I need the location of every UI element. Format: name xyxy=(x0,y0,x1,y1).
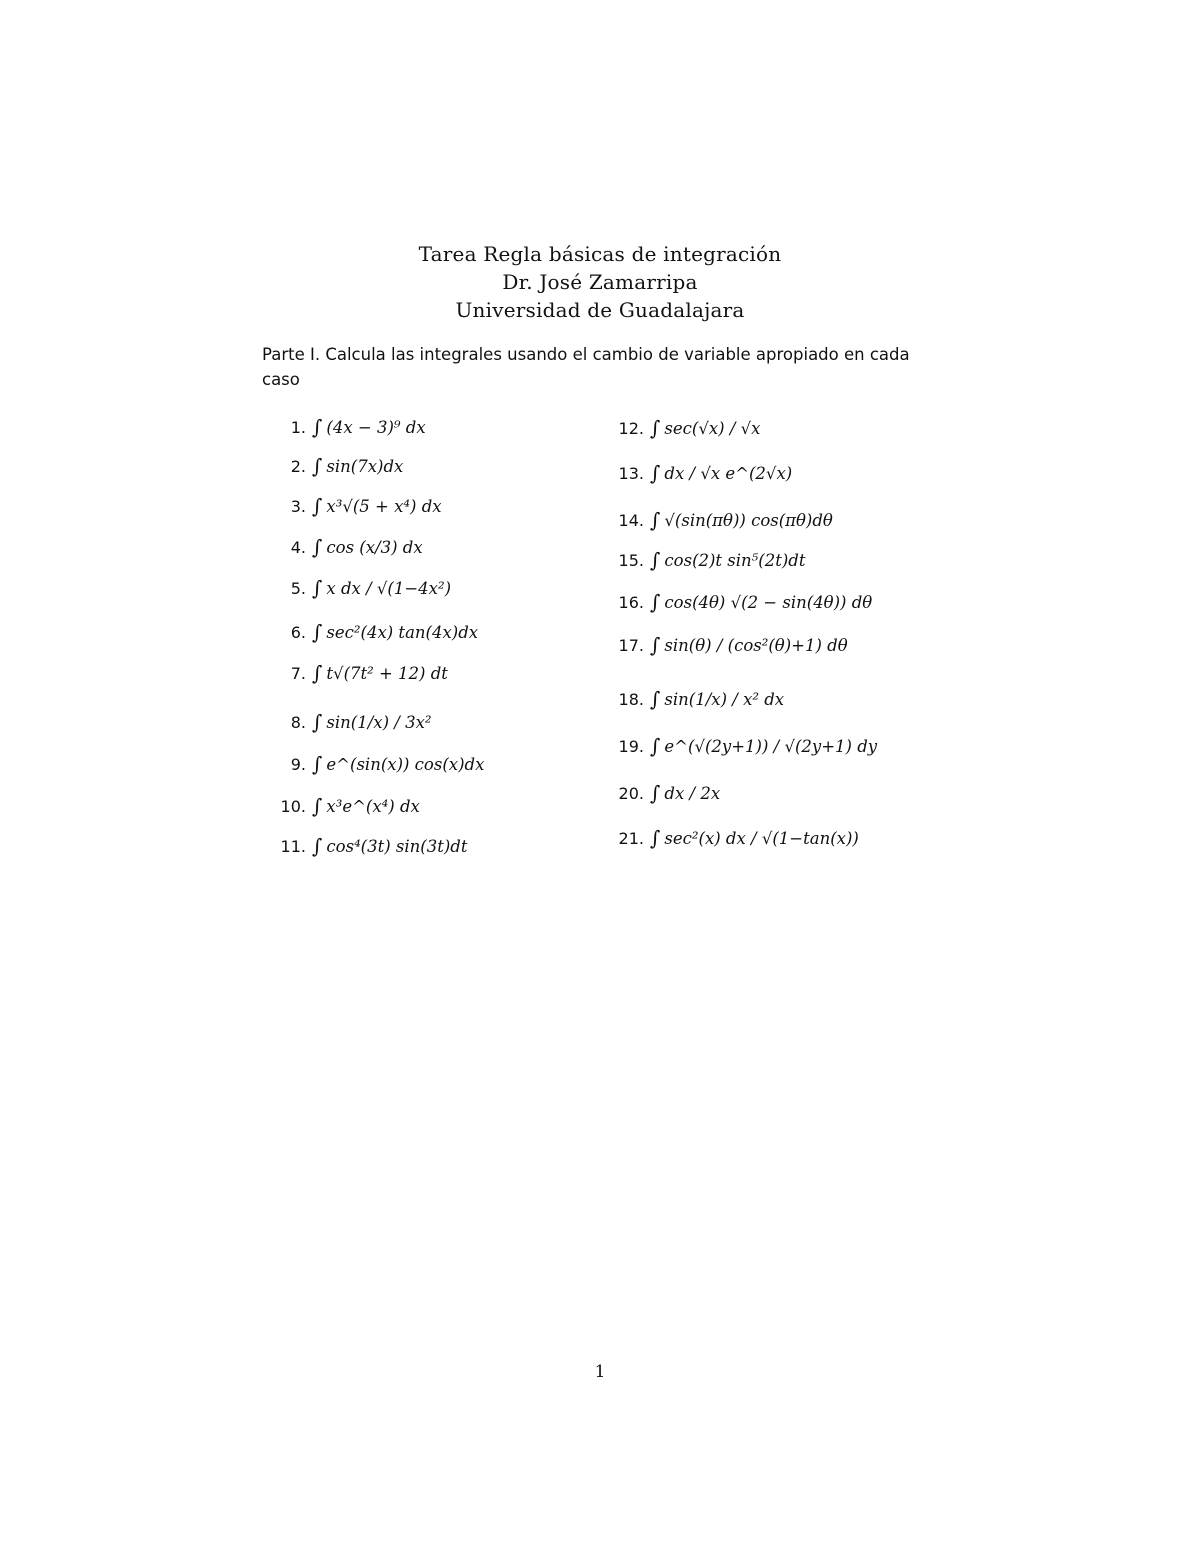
integral-sign: ∫ xyxy=(312,576,323,600)
problem-number: 9. xyxy=(290,754,306,774)
integral-sign: ∫ xyxy=(650,461,661,485)
problem-item xyxy=(272,615,478,649)
problem-expression: x³√(5 + x⁴) dx xyxy=(326,496,442,516)
problem-number: 8. xyxy=(290,712,306,732)
problem-expression: e^(√(2y+1)) / √(2y+1) dy xyxy=(664,736,878,756)
problem-number: 5. xyxy=(290,578,306,598)
document-institution: Universidad de Guadalajara xyxy=(455,298,745,322)
problem-item xyxy=(610,682,784,716)
problem-item xyxy=(272,449,403,483)
problem-item xyxy=(272,705,432,739)
problem-item xyxy=(610,456,792,490)
problem-expression: e^(sin(x)) cos(x)dx xyxy=(326,754,485,774)
integral-sign: ∫ xyxy=(312,454,323,478)
document-header xyxy=(0,240,1200,324)
problem-item xyxy=(272,571,451,605)
problem-number: 18. xyxy=(618,689,644,709)
problem-expression: dx / 2x xyxy=(664,783,721,803)
problem-number: 21. xyxy=(618,828,644,848)
integral-sign: ∫ xyxy=(650,687,661,711)
integral-sign: ∫ xyxy=(650,734,661,758)
integral-sign: ∫ xyxy=(650,508,661,532)
problem-expression: sin(1/x) / 3x² xyxy=(326,712,432,732)
problem-expression: sin(1/x) / x² dx xyxy=(664,689,785,709)
problem-number: 17. xyxy=(618,635,644,655)
problem-expression: x dx / √(1−4x²) xyxy=(326,578,452,598)
problem-number: 12. xyxy=(618,418,644,438)
problem-item xyxy=(272,789,420,823)
integral-sign: ∫ xyxy=(650,590,661,614)
problem-number: 6. xyxy=(290,622,306,642)
integral-sign: ∫ xyxy=(312,535,323,559)
problem-item xyxy=(610,411,760,445)
problem-item xyxy=(272,410,426,444)
problem-item xyxy=(610,585,872,619)
integral-sign: ∫ xyxy=(650,633,661,657)
problem-number: 7. xyxy=(290,663,306,683)
problem-item xyxy=(610,821,859,855)
page-number: 1 xyxy=(594,1362,606,1382)
document-title: Tarea Regla básicas de integración xyxy=(418,242,782,266)
instructions-paragraph: Parte I. Calcula las integrales usando el cambio de variable apropiado en cada caso xyxy=(262,345,910,389)
problem-expression: √(sin(πθ)) cos(πθ)dθ xyxy=(664,510,833,530)
problem-number: 19. xyxy=(618,736,644,756)
integral-sign: ∫ xyxy=(312,834,323,858)
problem-expression: sec²(x) dx / √(1−tan(x)) xyxy=(664,828,859,848)
problem-item xyxy=(272,829,468,863)
problem-number: 3. xyxy=(290,496,306,516)
document-author: Dr. José Zamarripa xyxy=(502,270,698,294)
problem-number: 14. xyxy=(618,510,644,530)
problem-expression: dx / √x e^(2√x) xyxy=(664,463,793,483)
problem-item xyxy=(610,503,833,537)
problem-expression: cos⁴(3t) sin(3t)dt xyxy=(326,836,468,856)
problem-item xyxy=(272,530,423,564)
problem-expression: (4x − 3)⁹ dx xyxy=(326,417,426,437)
integral-sign: ∫ xyxy=(312,620,323,644)
problem-expression: cos(2)t sin⁵(2t)dt xyxy=(664,550,806,570)
problem-expression: x³e^(x⁴) dx xyxy=(326,796,420,816)
integral-sign: ∫ xyxy=(650,781,661,805)
problem-number: 11. xyxy=(280,836,306,856)
problem-expression: sec²(4x) tan(4x)dx xyxy=(326,622,479,642)
problem-item xyxy=(610,729,877,763)
problem-item xyxy=(610,543,806,577)
problem-expression: sin(θ) / (cos²(θ)+1) dθ xyxy=(664,635,848,655)
problem-item xyxy=(610,628,848,662)
problem-number: 4. xyxy=(290,537,306,557)
problem-expression: cos(4θ) √(2 − sin(4θ)) dθ xyxy=(664,592,873,612)
integral-sign: ∫ xyxy=(312,794,323,818)
problem-expression: t√(7t² + 12) dt xyxy=(326,663,448,683)
problem-item xyxy=(272,747,484,781)
problem-number: 16. xyxy=(618,592,644,612)
problem-item xyxy=(610,776,720,810)
problem-item xyxy=(272,656,448,690)
integral-sign: ∫ xyxy=(312,710,323,734)
problem-number: 10. xyxy=(280,796,306,816)
integral-sign: ∫ xyxy=(312,494,323,518)
problem-number: 2. xyxy=(290,456,306,476)
integral-sign: ∫ xyxy=(650,548,661,572)
integral-sign: ∫ xyxy=(312,415,323,439)
integral-sign: ∫ xyxy=(650,416,661,440)
problem-number: 15. xyxy=(618,550,644,570)
problem-number: 13. xyxy=(618,463,644,483)
problem-number: 1. xyxy=(290,417,306,437)
problem-number: 20. xyxy=(618,783,644,803)
problem-expression: sin(7x)dx xyxy=(326,456,404,476)
problem-item xyxy=(272,489,442,523)
integral-sign: ∫ xyxy=(312,661,323,685)
integral-sign: ∫ xyxy=(312,752,323,776)
problem-expression: sec(√x) / √x xyxy=(664,418,761,438)
integral-sign: ∫ xyxy=(650,826,661,850)
problem-expression: cos (x/3) dx xyxy=(326,537,423,557)
